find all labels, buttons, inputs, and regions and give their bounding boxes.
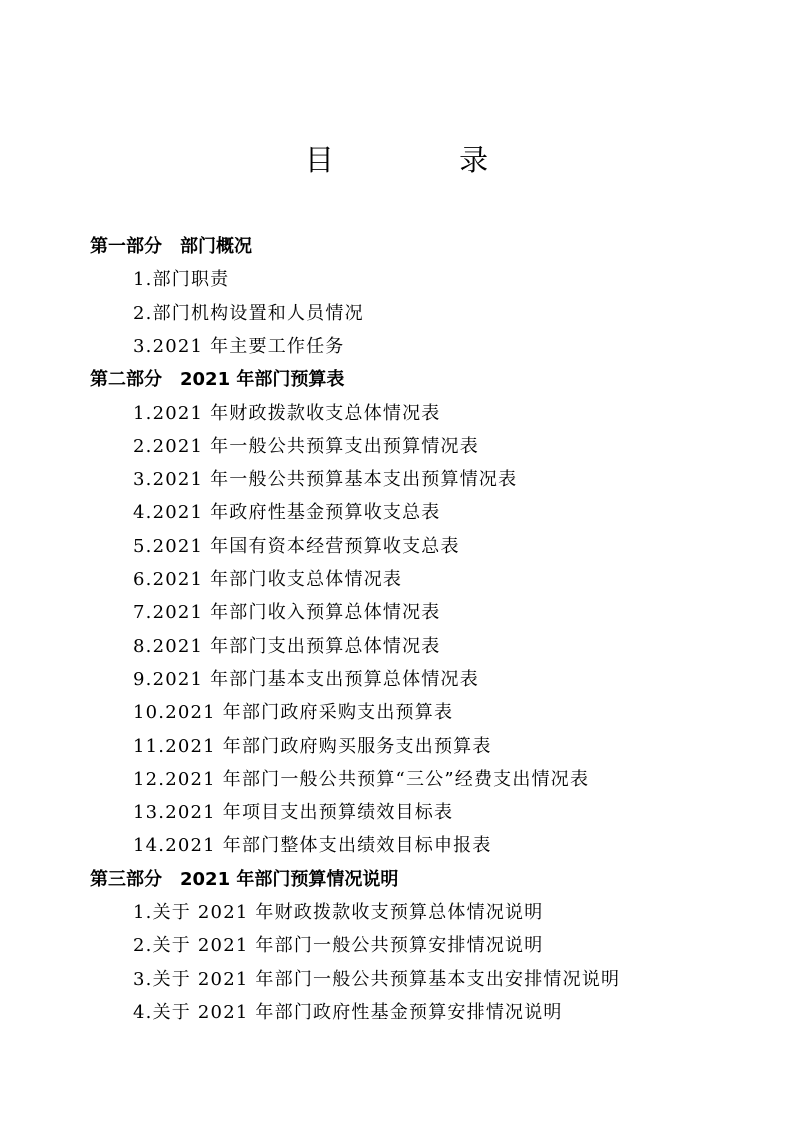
toc-item[interactable]: 12.2021 年部门一般公共预算“三公”经费支出情况表 [133,768,590,790]
toc-item[interactable]: 4.关于 2021 年部门政府性基金预算安排情况说明 [133,1001,563,1023]
toc-item[interactable]: 14.2021 年部门整体支出绩效目标申报表 [133,835,492,857]
toc-item[interactable]: 3.2021 年主要工作任务 [133,335,345,357]
toc-item[interactable]: 5.2021 年国有资本经营预算收支总表 [133,535,460,557]
toc-item[interactable]: 3.2021 年一般公共预算基本支出预算情况表 [133,469,518,491]
toc-item[interactable]: 11.2021 年部门政府购买服务支出预算表 [133,735,492,757]
toc-item[interactable]: 2.关于 2021 年部门一般公共预算安排情况说明 [133,935,544,957]
toc-title: 目 录 [304,143,547,177]
toc-item[interactable]: 7.2021 年部门收入预算总体情况表 [133,602,441,624]
part-heading-2[interactable]: 第二部分 2021 年部门预算表 [90,369,345,391]
part-heading-1[interactable]: 第一部分 部门概况 [90,236,252,257]
toc-item[interactable]: 3.关于 2021 年部门一般公共预算基本支出安排情况说明 [133,968,621,990]
part-heading-3[interactable]: 第三部分 2021 年部门预算情况说明 [90,868,399,890]
toc-item[interactable]: 9.2021 年部门基本支出预算总体情况表 [133,668,479,690]
toc-item[interactable]: 4.2021 年政府性基金预算收支总表 [133,502,441,524]
toc-item[interactable]: 8.2021 年部门支出预算总体情况表 [133,635,441,657]
toc-item[interactable]: 2.2021 年一般公共预算支出预算情况表 [133,435,479,457]
toc-item[interactable]: 1.2021 年财政拨款收支总体情况表 [133,402,441,424]
toc-item[interactable]: 10.2021 年部门政府采购支出预算表 [133,702,454,724]
toc-item[interactable]: 13.2021 年项目支出预算绩效目标表 [133,802,454,824]
toc-item[interactable]: 2.部门机构设置和人员情况 [133,302,364,324]
toc-item[interactable]: 6.2021 年部门收支总体情况表 [133,569,403,590]
toc-item[interactable]: 1.关于 2021 年财政拨款收支预算总体情况说明 [133,902,544,923]
toc-item[interactable]: 1.部门职责 [133,269,230,291]
